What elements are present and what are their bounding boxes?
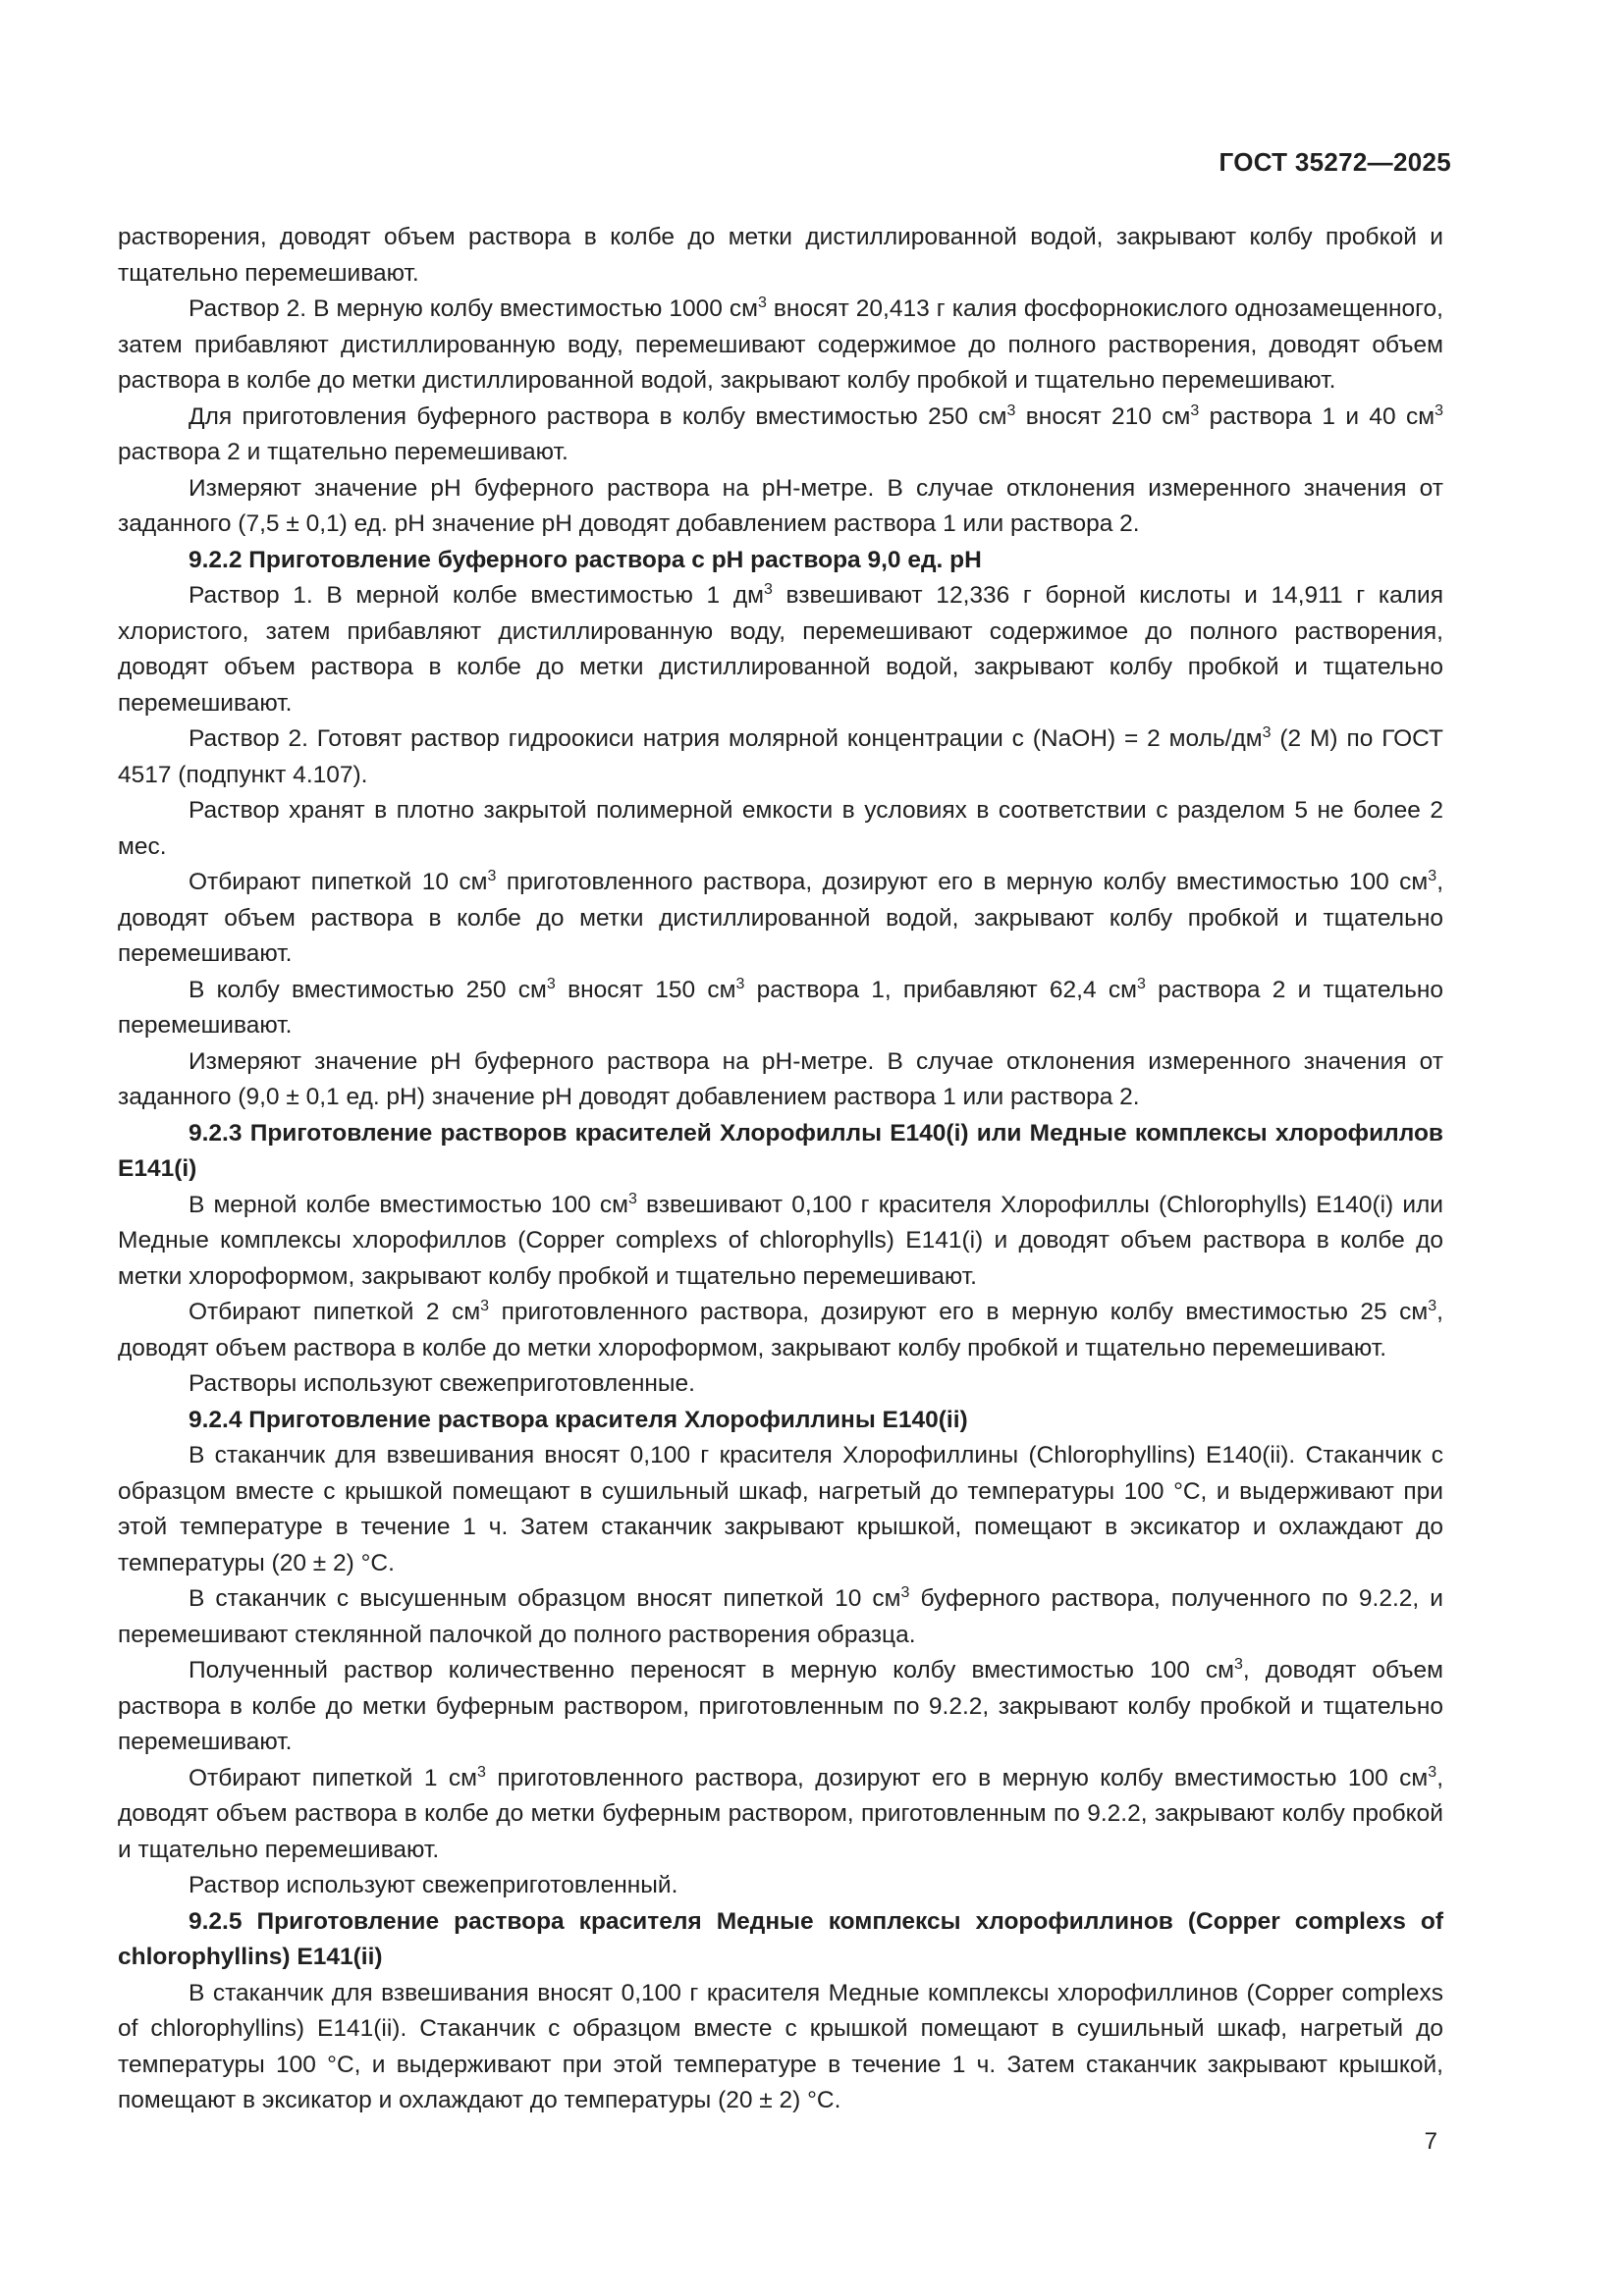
paragraph-continuation [118,220,1443,292]
superscript: 3 [1262,723,1272,741]
paragraph [118,1581,1443,1653]
document-body [118,220,1443,2119]
text-run: раствора 1 и 40 см [1199,402,1435,430]
text-run: раствора 1, прибавляют 62,4 см [744,976,1137,1003]
page-number: 7 [1424,2128,1437,2155]
text-run: В стаканчик с высушенным образцом вносят пипеткой 10 см [189,1585,901,1612]
superscript: 3 [735,975,745,992]
section-heading [118,1116,1443,1188]
paragraph [118,1868,1443,1904]
superscript: 3 [487,867,497,884]
superscript: 3 [763,580,773,598]
superscript: 3 [628,1190,637,1207]
superscript: 3 [477,1763,486,1781]
text-run: Измеряют значение pH буферного раствора на pH-метре. В случае отклонения измеренного значения от заданного (9,0 ± 0,1 ед. pH) значение pH доводят добавлением раствора 1 или раствора 2. [118,1047,1443,1110]
text-run: Раствор 1. В мерной колбе вместимостью 1 дм [189,582,764,609]
paragraph [118,865,1443,973]
section-heading [118,1904,1443,1976]
superscript: 3 [1234,1655,1243,1673]
text-run: приготовленного раствора, дозируют его в мерную колбу вместимостью 100 см [496,869,1429,895]
text-run: Раствор 2. В мерную колбу вместимостью 1000 см [189,295,758,322]
paragraph [118,1366,1443,1403]
text-run: Раствор хранят в плотно закрытой полимерной емкости в условиях в соответствии с разделом 5 не более 2 мес. [118,797,1443,860]
paragraph [118,1653,1443,1761]
paragraph [118,1295,1443,1366]
text-run: приготовленного раствора, дозируют его в мерную колбу вместимостью 100 см [485,1764,1429,1791]
text-run: раствора 2 и тщательно перемешивают. [118,439,568,465]
text-run: Полученный раствор количественно переносят в мерную колбу вместимостью 100 см [189,1657,1234,1683]
text-run: , доводят объем раствора в колбе до метки буферным раствором, приготовленным по 9.2.2, закрывают колбу пробкой и тщательно перемешивают. [118,1764,1443,1863]
document-id: ГОСТ 35272—2025 [1218,147,1451,177]
text-run: взвешивают 0,100 г красителя Хлорофиллы (Chlorophylls) Е140(i) или Медные комплексы хлорофиллов (Copper complexs of chlorophylls) Е141(i) и доводят объем раствора в колбе до метки хлороформом, закрывают колбу пробкой и тщательно перемешивают. [118,1191,1443,1290]
text-run: буферного раствора, полученного по 9.2.2, и перемешивают стеклянной палочкой до полного растворения образца. [118,1585,1443,1648]
paragraph [118,578,1443,721]
paragraph [118,1976,1443,2119]
superscript: 3 [1428,867,1437,884]
superscript: 3 [480,1297,490,1314]
text-run: Отбирают пипеткой 1 см [189,1764,478,1791]
paragraph [118,793,1443,865]
paragraph [118,1438,1443,1581]
text-run: Отбирают пипеткой 2 см [189,1299,481,1325]
paragraph [118,1044,1443,1116]
text-run: 9.2.2 Приготовление буферного раствора с pH раствора 9,0 ед. pH [189,546,982,573]
text-run: В стаканчик для взвешивания вносят 0,100 г красителя Хлорофиллины (Chlorophyllins) Е140(ii). Стаканчик с образцом вместе с крышкой помещают в сушильный шкаф, нагретый до температуры 100 °С, и выдерживают при этой температуре в течение 1 ч. Затем стаканчик закрывают крышкой, помещают в эксикатор и охлаждают до температуры (20 ± 2) °С. [118,1442,1443,1576]
superscript: 3 [900,1583,910,1601]
text-run: , доводят объем раствора в колбе до метки дистиллированной водой, закрывают колбу пробкой и тщательно перемешивают. [118,869,1443,967]
superscript: 3 [1428,1763,1437,1781]
text-run: Растворы используют свежеприготовленные. [189,1370,695,1397]
paragraph [118,471,1443,543]
text-run: взвешивают 12,336 г борной кислоты и 14,911 г калия хлористого, затем прибавляют дистиллированную воду, перемешивают содержимое до полного растворения, доводят объем раствора в колбе до метки дистиллированной водой, закрывают колбу пробкой и тщательно перемешивают. [118,582,1443,717]
superscript: 3 [1136,975,1146,992]
text-run: 9.2.5 Приготовление раствора красителя Медные комплексы хлорофиллинов (Copper complexs of chlorophyllins) Е141(ii) [118,1907,1443,1970]
text-run: Отбирают пипеткой 10 см [189,869,488,895]
superscript: 3 [1006,401,1016,419]
text-run: вносят 20,413 г калия фосфорнокислого однозамещенного, затем прибавляют дистиллированную воду, перемешивают содержимое до полного растворения, доводят объем раствора в колбе до метки дистиллированной водой, закрывают колбу пробкой и тщательно перемешивают. [118,295,1443,394]
text-run: , доводят объем раствора в колбе до метки хлороформом, закрывают колбу пробкой и тщательно перемешивают. [118,1299,1443,1362]
paragraph [118,1761,1443,1869]
superscript: 3 [1428,1297,1437,1314]
section-heading [118,543,1443,579]
text-run: 9.2.3 Приготовление растворов красителей Хлорофиллы Е140(i) или Медные комплексы хлорофиллов Е141(i) [118,1119,1443,1182]
paragraph [118,292,1443,400]
text-run: , доводят объем раствора в колбе до метки буферным раствором, приготовленным по 9.2.2, закрывают колбу пробкой и тщательно перемешивают. [118,1657,1443,1755]
text-run: В колбу вместимостью 250 см [189,976,547,1003]
text-run: Раствор используют свежеприготовленный. [189,1872,678,1898]
text-run: приготовленного раствора, дозируют его в мерную колбу вместимостью 25 см [489,1299,1429,1325]
text-run: Для приготовления буферного раствора в колбу вместимостью 250 см [189,402,1007,430]
text-run: В мерной колбе вместимостью 100 см [189,1191,629,1218]
text-run: вносят 150 см [555,976,736,1003]
paragraph [118,973,1443,1044]
superscript: 3 [1190,401,1200,419]
section-heading [118,1403,1443,1439]
text-run: вносят 210 см [1015,402,1191,430]
text-run: Измеряют значение pH буферного раствора на pH-метре. В случае отклонения измеренного значения от заданного (7,5 ± 0,1) ед. pH значение pH доводят добавлением раствора 1 или раствора 2. [118,474,1443,537]
text-run: 9.2.4 Приготовление раствора красителя Хлорофиллины Е140(ii) [189,1406,968,1433]
superscript: 3 [1435,401,1443,419]
superscript: 3 [546,975,556,992]
paragraph [118,721,1443,793]
text-run: растворения, доводят объем раствора в колбе до метки дистиллированной водой, закрывают колбу пробкой и тщательно перемешивают. [118,224,1443,287]
text-run: (2 М) по ГОСТ 4517 (подпункт 4.107). [118,725,1444,788]
text-run: В стаканчик для взвешивания вносят 0,100 г красителя Медные комплексы хлорофиллинов (Copper complexs of chlorophyllins) Е141(ii). Стаканчик с образцом вместе с крышкой помещают в сушильный шкаф, нагретый до температуры 100 °С, и выдерживают при этой температуре в течение 1 ч. Затем стаканчик закрывают крышкой, помещают в эксикатор и охлаждают до температуры (20 ± 2) °С. [118,1979,1443,2113]
paragraph [118,1188,1443,1296]
superscript: 3 [757,294,767,311]
paragraph [118,400,1443,471]
text-run: Раствор 2. Готовят раствор гидроокиси натрия молярной концентрации с (NaOH) = 2 моль/дм [189,725,1263,752]
text-run: раствора 2 и тщательно перемешивают. [118,976,1443,1039]
